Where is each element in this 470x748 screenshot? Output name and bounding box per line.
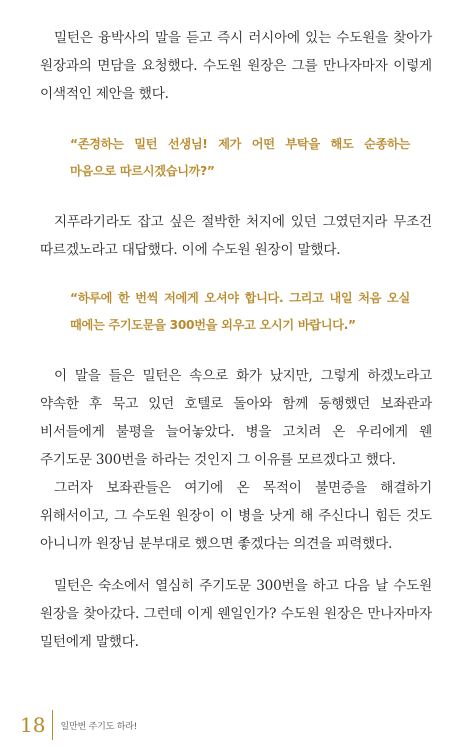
page-footer (20, 708, 137, 742)
page-number: 18 (20, 713, 46, 737)
running-title: 일만번 주기도 하라! (60, 721, 138, 732)
paragraph-3: 이 말을 들은 밀턴은 속으로 화가 났지만, 그렇게 하겠노라고 약속한 후 묵고 있던 호텔로 돌아와 함께 동행했던 보좌관과 비서들에게 불평을 늘어놓았다. 병을 고치려 온 우리에게 웬 주기도문 300번을 하라는 것인지 그 이유를 모르겠다고 했다. (40, 368, 432, 468)
paragraph-2: 지푸라기라도 잡고 싶은 절박한 처지에 있던 그였던지라 무조건 따르겠노라고 대답했다. 이에 수도원 원장이 말했다. (40, 214, 432, 258)
footer-divider (52, 710, 53, 740)
quote-1: “존경하는 밀턴 선생님! 제가 어떤 부탁을 해도 순종하는 마음으로 따르시겠습니까?” (70, 137, 410, 178)
paragraph-5: 밀턴은 숙소에서 열심히 주기도문 300번을 하고 다음 날 수도원 원장을 찾아갔다. 그런데 이게 웬일인가? 수도원 원장은 만나자마자 밀턴에게 말했다. (40, 578, 432, 650)
paragraph-4: 그러자 보좌관들은 여기에 온 목적이 불면증을 해결하기 위해서이고, 그 수도원 원장이 이 병을 낫게 해 주신다니 힘든 것도 아니니까 원장님 분부대로 했으면 좋겠다는 의견을 피력했다. (40, 480, 432, 552)
quote-2: “하루에 한 번씩 저에게 오셔야 합니다. 그리고 내일 처음 오실 때에는 주기도문을 300번을 외우고 오시기 바랍니다.” (70, 291, 410, 332)
paragraph-1: 밀턴은 융박사의 말을 듣고 즉시 러시아에 있는 수도원을 찾아가 원장과의 면담을 요청했다. 수도원 원장은 그를 만나자마자 이렇게 이색적인 제안을 했다. (40, 30, 432, 102)
